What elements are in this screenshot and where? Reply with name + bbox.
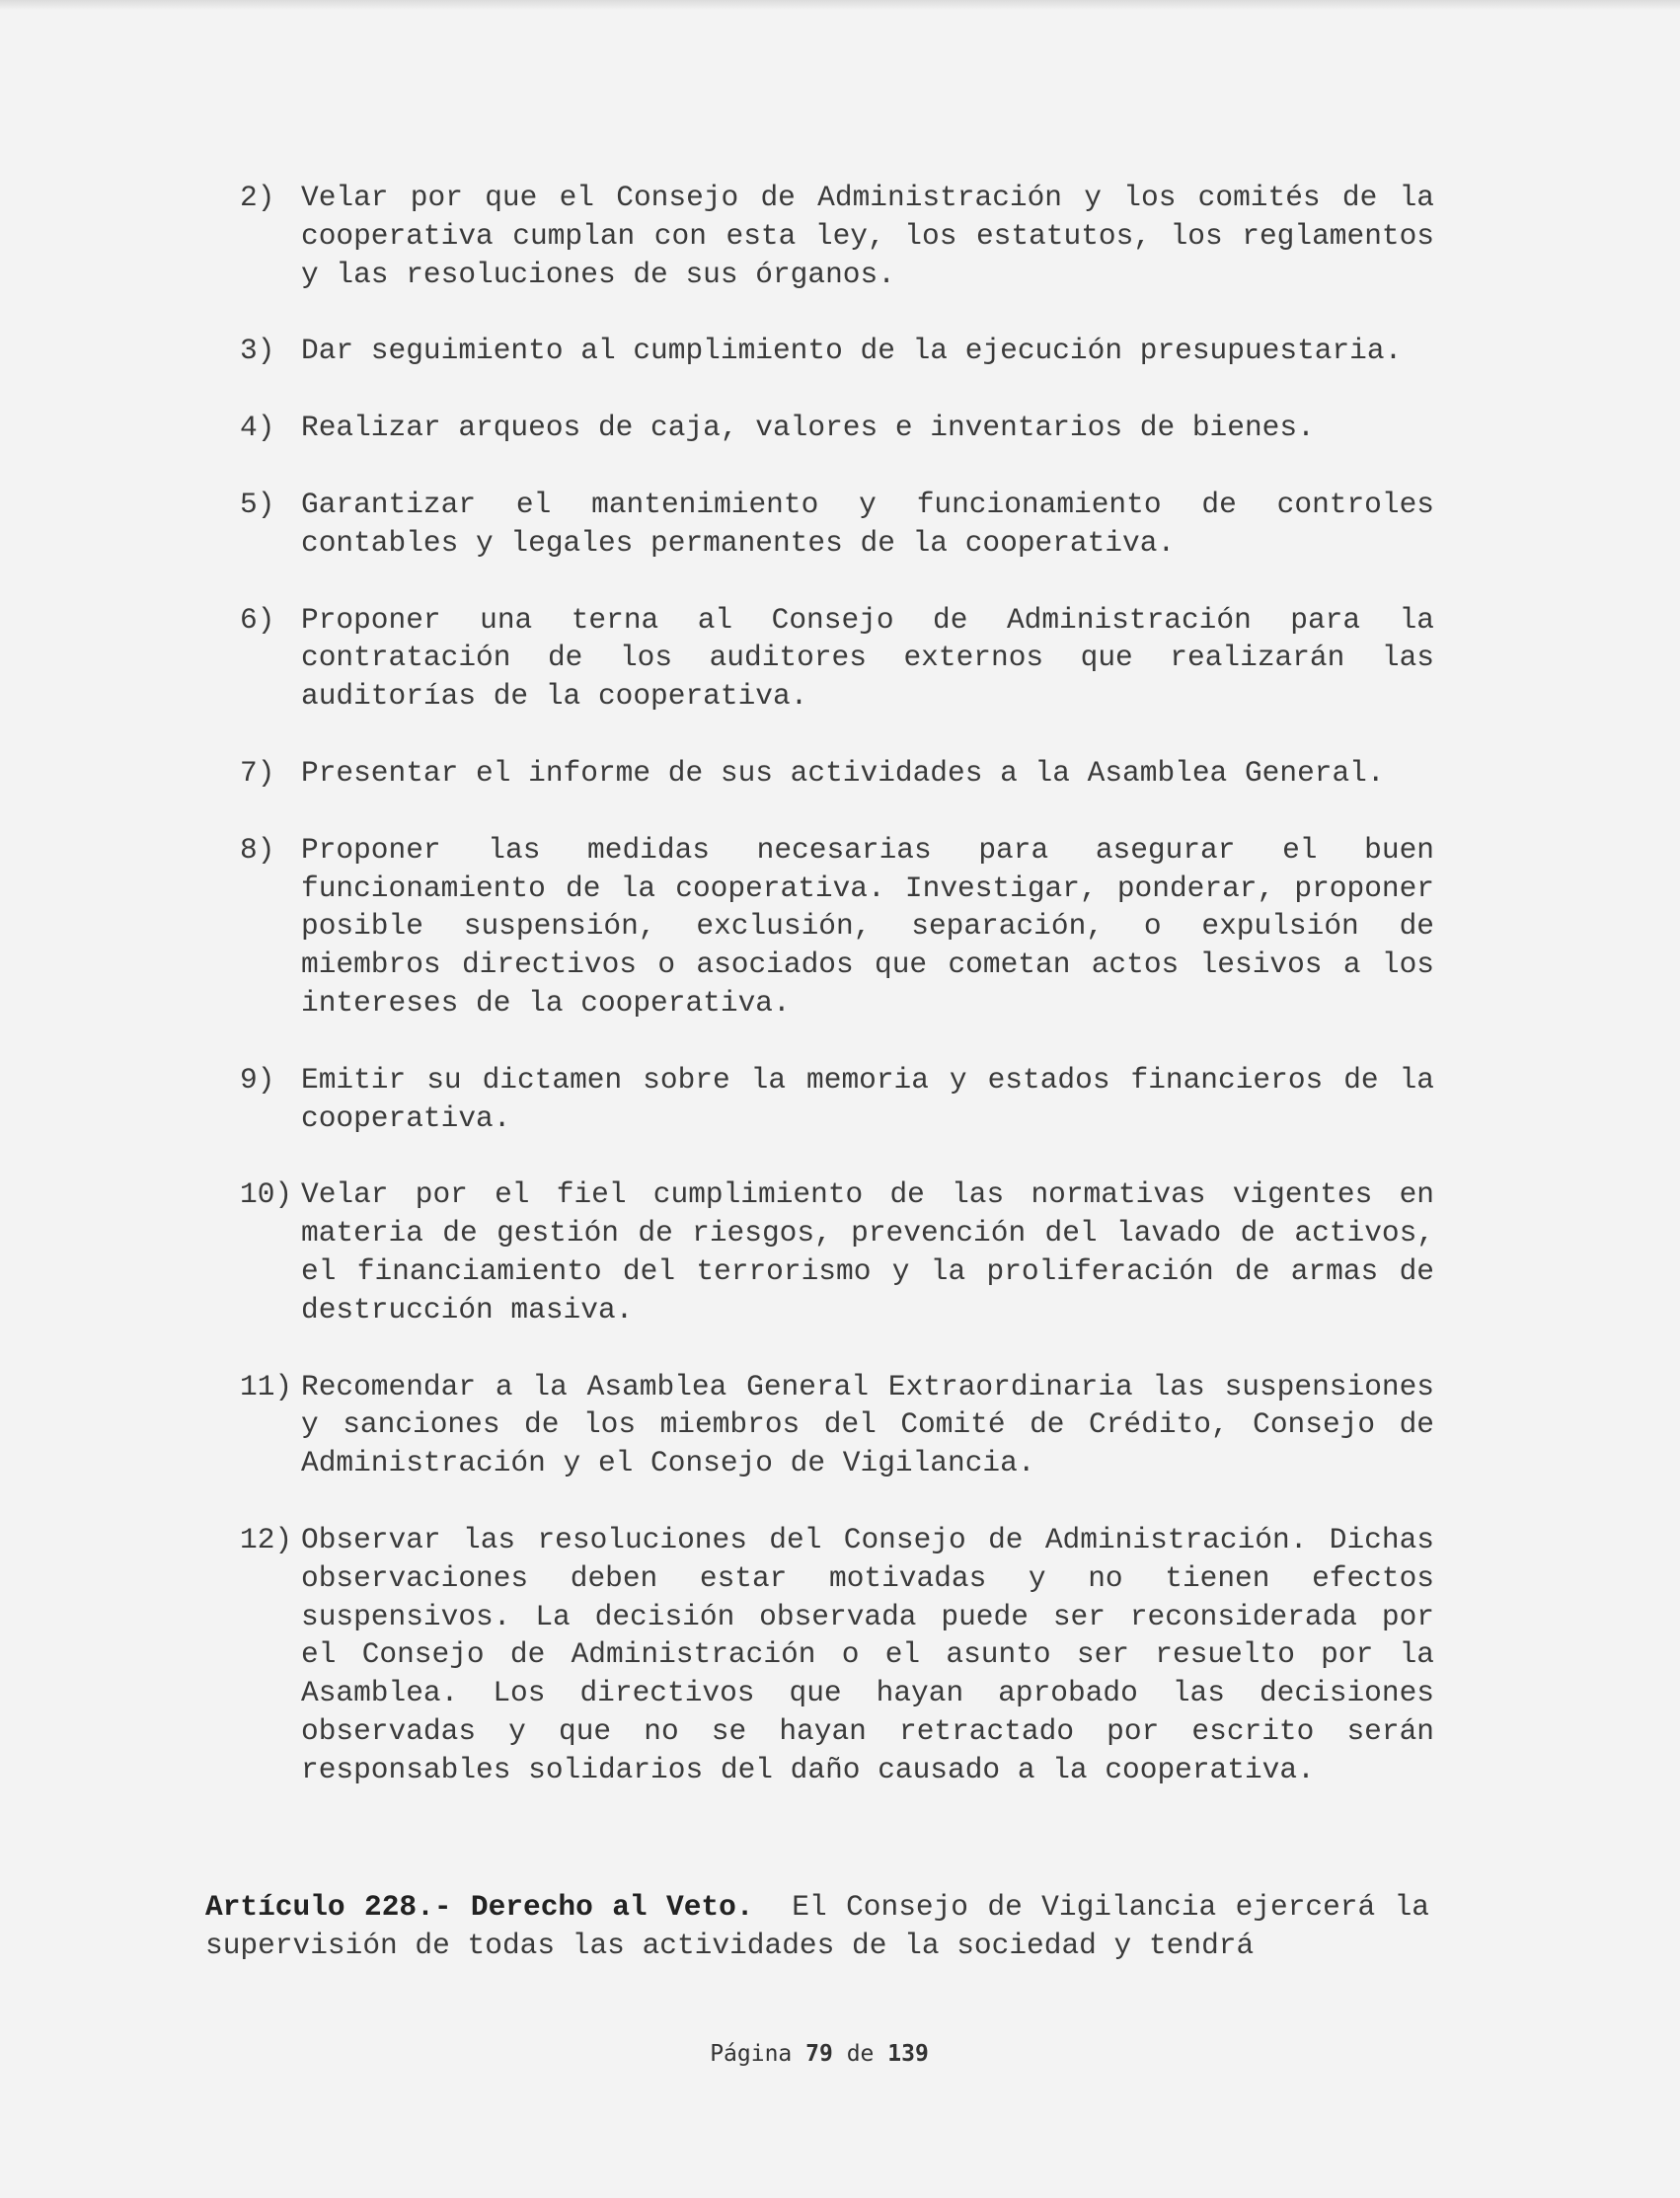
- list-item-text: Velar por que el Consejo de Administración y los comités de la cooperativa cumplan con esta ley, los estatutos, los reglamentos y las resoluciones de sus órganos.: [301, 181, 1434, 291]
- list-item-number: 7): [240, 755, 275, 790]
- list-item: [240, 332, 1434, 370]
- list-item-text: Emitir su dictamen sobre la memoria y estados financieros de la cooperativa.: [301, 1062, 1434, 1135]
- list-item: [240, 754, 1434, 793]
- list-item: [240, 179, 1434, 293]
- list-item: [240, 831, 1434, 1023]
- article-heading: Artículo 228.- Derecho al Veto.: [205, 1890, 754, 1924]
- list-item-text: Realizar arqueos de caja, valores e inventarios de bienes.: [301, 411, 1315, 445]
- list-item-text: Garantizar el mantenimiento y funcionamiento de controles contables y legales permanentes de la cooperativa.: [301, 487, 1434, 560]
- list-item-number: 3): [240, 334, 275, 368]
- list-item-text: Velar por el fiel cumplimiento de las normativas vigentes en materia de gestión de riesgos, prevención del lavado de activos, el financiamiento del terrorismo y la proliferación de armas de destrucción masiva.: [301, 1177, 1434, 1326]
- list-item-text: Dar seguimiento al cumplimiento de la ejecución presupuestaria.: [301, 334, 1403, 368]
- duties-list: [240, 179, 1434, 1828]
- list-item-number: 4): [240, 411, 275, 445]
- list-item: [240, 409, 1434, 447]
- list-item-number: 2): [240, 181, 275, 214]
- page-footer: [0, 2041, 1639, 2067]
- list-item-number: 11): [240, 1369, 293, 1403]
- list-item: [240, 486, 1434, 563]
- article-paragraph: [205, 1888, 1429, 1965]
- list-item-number: 5): [240, 487, 275, 521]
- list-item: [240, 1175, 1434, 1328]
- list-item-number: 12): [240, 1522, 293, 1556]
- list-item: [240, 1521, 1434, 1789]
- list-item-number: 9): [240, 1062, 275, 1097]
- page-number: 79: [805, 2041, 833, 2067]
- list-item: [240, 1061, 1434, 1138]
- total-pages: 139: [887, 2041, 929, 2067]
- list-item-number: 10): [240, 1177, 293, 1212]
- list-item-text: Proponer las medidas necesarias para asegurar el buen funcionamiento de la cooperativa. Investigar, ponderar, proponer posible suspensión, exclusión, separación, o expulsión de miembros directivos o asociados que cometan actos lesivos a los intereses de la cooperativa.: [301, 832, 1434, 1020]
- article-text: El Consejo de Vigilancia ejercerá la supervisión de todas las actividades de la sociedad y tendrá: [205, 1890, 1430, 1962]
- list-item-text: Observar las resoluciones del Consejo de Administración. Dichas observaciones deben estar motivadas y no tienen efectos suspensivos. La decisión observada puede ser reconsiderada por el Consejo de Administración o el asunto ser resuelto por la Asamblea. Los directivos que hayan aprobado las decisiones observadas y que no se hayan retractado por escrito serán responsables solidarios del daño causado a la cooperativa.: [301, 1522, 1434, 1786]
- list-item: [240, 601, 1434, 716]
- list-item: [240, 1368, 1434, 1482]
- list-item-text: Recomendar a la Asamblea General Extraordinaria las suspensiones y sanciones de los miembros del Comité de Crédito, Consejo de Administración y el Consejo de Vigilancia.: [301, 1369, 1434, 1480]
- list-item-number: 8): [240, 832, 275, 867]
- scan-edge: [0, 0, 1680, 10]
- list-item-text: Presentar el informe de sus actividades a la Asamblea General.: [301, 755, 1385, 790]
- list-item-number: 6): [240, 602, 275, 637]
- page-label: Página: [710, 2041, 793, 2067]
- of-label: de: [846, 2041, 875, 2067]
- list-item-text: Proponer una terna al Consejo de Administración para la contratación de los auditores externos que realizarán las auditorías de la cooperativa.: [301, 602, 1434, 714]
